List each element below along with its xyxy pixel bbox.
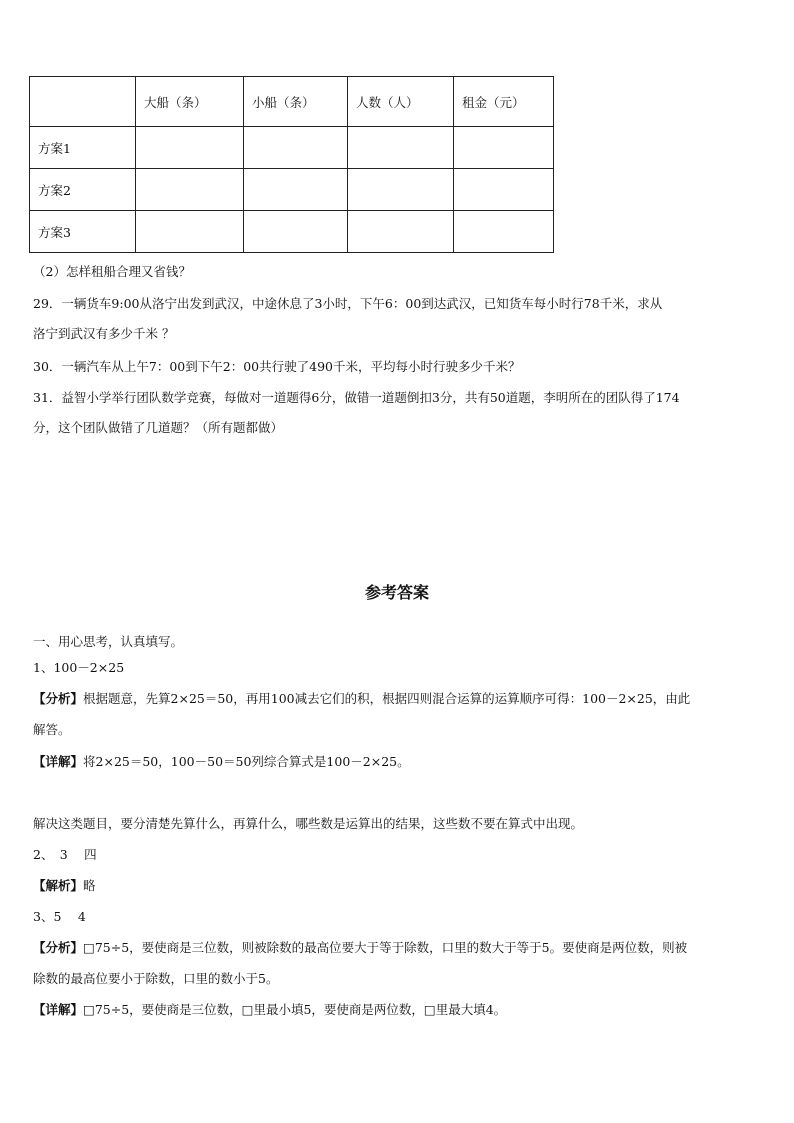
table-row — [30, 211, 554, 253]
row-label: 方案1 — [30, 127, 136, 169]
answer-2-item: 2、 3 四 — [33, 847, 97, 862]
answer-3-detail — [33, 1000, 506, 1018]
analysis-text: 略 — [83, 878, 96, 893]
table-header-cell — [30, 77, 136, 127]
question-31-line2: 分，这个团队做错了几道题？（所有题都做） — [33, 420, 284, 435]
section-heading: 一、用心思考，认真填写。 — [33, 634, 184, 649]
analysis-text: □75÷5，要使商是三位数，则被除数的最高位要大于等于除数，口里的数大于等于5。要使商是两位数，则被 — [83, 940, 688, 955]
table-cell — [244, 127, 348, 169]
answer-1-item: 1、100－2×25 — [33, 660, 125, 675]
table-header-cell: 人数（人） — [348, 77, 454, 127]
table-cell — [454, 169, 554, 211]
row-label: 方案3 — [30, 211, 136, 253]
table-cell — [454, 127, 554, 169]
rental-plan-table — [29, 76, 554, 253]
analysis-tag: 【分析】 — [33, 691, 84, 706]
table-cell — [348, 127, 454, 169]
detail-tag: 【详解】 — [33, 754, 84, 769]
answer-3-analysis — [33, 938, 687, 956]
table-cell — [136, 169, 244, 211]
answer-1-analysis — [33, 689, 690, 707]
detail-tag: 【详解】 — [33, 1002, 84, 1017]
question-31-line1: 31．益智小学举行团队数学竞赛，每做对一道题得6分，做错一道题倒扣3分，共有50道题，李明所在的团队得了174 — [33, 390, 680, 405]
answer-1-note: 解决这类题目，要分清楚先算什么，再算什么，哪些数是运算出的结果，这些数不要在算式中出现。 — [33, 816, 584, 831]
table-header-cell: 小船（条） — [244, 77, 348, 127]
answer-3-analysis-line2: 除数的最高位要小于除数，口里的数小于5。 — [33, 971, 279, 986]
table-cell — [454, 211, 554, 253]
table-cell — [136, 211, 244, 253]
analysis-tag: 【解析】 — [33, 878, 84, 893]
detail-text: □75÷5，要使商是三位数，□里最小填5，要使商是两位数，□里最大填4。 — [83, 1002, 507, 1017]
table-cell — [136, 127, 244, 169]
table-row — [30, 169, 554, 211]
question-28-part2: （2）怎样租船合理又省钱？ — [33, 264, 191, 279]
answer-1-analysis-line2: 解答。 — [33, 722, 71, 737]
table-header-row — [30, 77, 554, 127]
table-cell — [348, 169, 454, 211]
answer-3-item: 3、5 4 — [33, 909, 86, 924]
table-header-cell: 租金（元） — [454, 77, 554, 127]
table-cell — [244, 211, 348, 253]
answer-title: 参考答案 — [364, 583, 429, 602]
table-cell — [244, 169, 348, 211]
detail-text: 将2×25＝50，100－50＝50列综合算式是100－2×25。 — [83, 754, 410, 769]
table-row — [30, 127, 554, 169]
answer-2-analysis — [33, 876, 96, 894]
question-30: 30．一辆汽车从上午7：00到下午2：00共行驶了490千米，平均每小时行驶多少千米？ — [33, 359, 521, 374]
table-cell — [348, 211, 454, 253]
row-label: 方案2 — [30, 169, 136, 211]
question-29-line2: 洛宁到武汉有多少千米 ？ — [33, 326, 175, 341]
table-header-cell: 大船（条） — [136, 77, 244, 127]
analysis-tag: 【分析】 — [33, 940, 84, 955]
analysis-text: 根据题意，先算2×25＝50，再用100减去它们的积，根据四则混合运算的运算顺序可得：100－2×25，由此 — [83, 691, 691, 706]
question-29-line1: 29．一辆货车9:00从洛宁出发到武汉，中途休息了3小时，下午6：00到达武汉，已知货车每小时行78千米，求从 — [33, 296, 663, 311]
answer-1-detail — [33, 752, 410, 770]
